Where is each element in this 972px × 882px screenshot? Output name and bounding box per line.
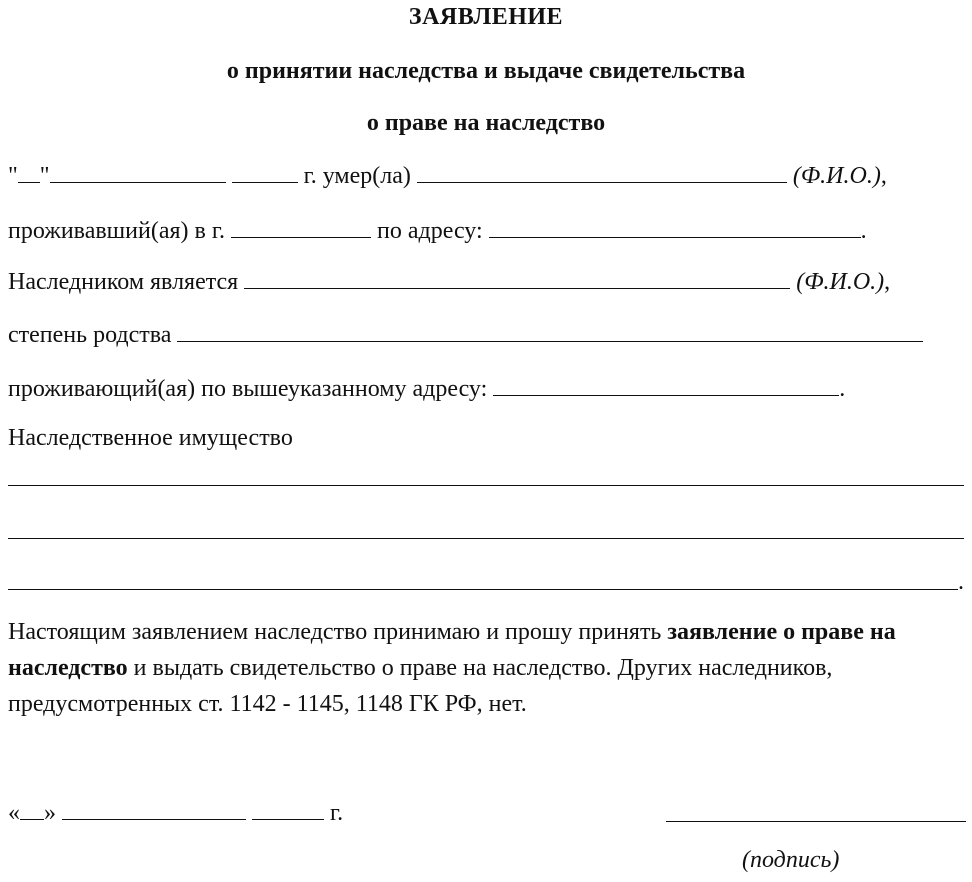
footer-date-row: [8, 797, 343, 827]
document-title: ЗАЯВЛЕНИЕ: [408, 4, 564, 30]
heir-row: [8, 266, 890, 296]
heir-fio-hint: (Ф.И.О.): [796, 269, 885, 295]
kinship-label: степень родства: [8, 322, 172, 348]
footer-year-label: г.: [330, 800, 344, 826]
heir-name-blank[interactable]: [244, 266, 790, 289]
declaration-paragraph: [8, 614, 966, 722]
residence-row: [8, 215, 867, 245]
property-end: .: [958, 569, 964, 595]
document-subtitle-2: о праве на наследство: [366, 110, 606, 136]
heir-label: Наследником является: [8, 269, 239, 295]
footer-day-blank[interactable]: [20, 797, 44, 820]
property-label-row: [8, 424, 293, 452]
kinship-row: [8, 319, 923, 349]
signature-blank[interactable]: [666, 820, 966, 822]
row5-end: .: [839, 376, 846, 402]
death-label: г. умер(ла): [303, 163, 411, 189]
property-label: Наследственное имущество: [8, 425, 293, 451]
row3-end: ,: [884, 269, 891, 295]
footer-open-quote: «: [8, 800, 20, 826]
heir-address-row: [8, 373, 845, 403]
close-quote: ": [39, 163, 50, 189]
day-blank[interactable]: [18, 160, 40, 183]
open-quote: ": [8, 163, 18, 189]
residence-label: проживавший(ая) в г.: [8, 218, 225, 244]
month-blank[interactable]: [50, 160, 226, 183]
declaration-bold: заявление о праве на наследство: [8, 619, 896, 681]
deceased-name-blank[interactable]: [417, 160, 787, 183]
row2-end: .: [860, 218, 867, 244]
declaration-text-2: и выдать свидетельство о праве на наследство. Других наследников, предусмотренных ст. 1142 - 1145, 1148 ГК РФ, нет.: [8, 655, 833, 717]
document-subtitle-1: о принятии наследства и выдаче свидетельства: [226, 58, 746, 84]
city-blank[interactable]: [231, 215, 371, 238]
address-blank[interactable]: [489, 215, 861, 238]
property-blank-3[interactable]: [8, 588, 958, 590]
signature-label: (подпись): [742, 847, 840, 873]
address-label: по адресу:: [376, 218, 483, 244]
fio-hint: (Ф.И.О.): [792, 163, 881, 189]
row1-end: ,: [880, 163, 887, 189]
property-blank-2[interactable]: [8, 537, 964, 539]
death-date-row: [8, 160, 887, 190]
footer-close-quote: »: [44, 800, 56, 826]
heir-address-label: проживающий(ая) по вышеуказанному адресу:: [8, 376, 488, 402]
footer-year-blank[interactable]: [252, 797, 324, 820]
heir-address-blank[interactable]: [493, 373, 839, 396]
declaration-text-1: Настоящим заявлением наследство принимаю и прошу принять: [8, 619, 668, 645]
year-blank[interactable]: [232, 160, 298, 183]
property-blank-1[interactable]: [8, 484, 964, 486]
footer-month-blank[interactable]: [62, 797, 246, 820]
kinship-blank[interactable]: [177, 319, 923, 342]
